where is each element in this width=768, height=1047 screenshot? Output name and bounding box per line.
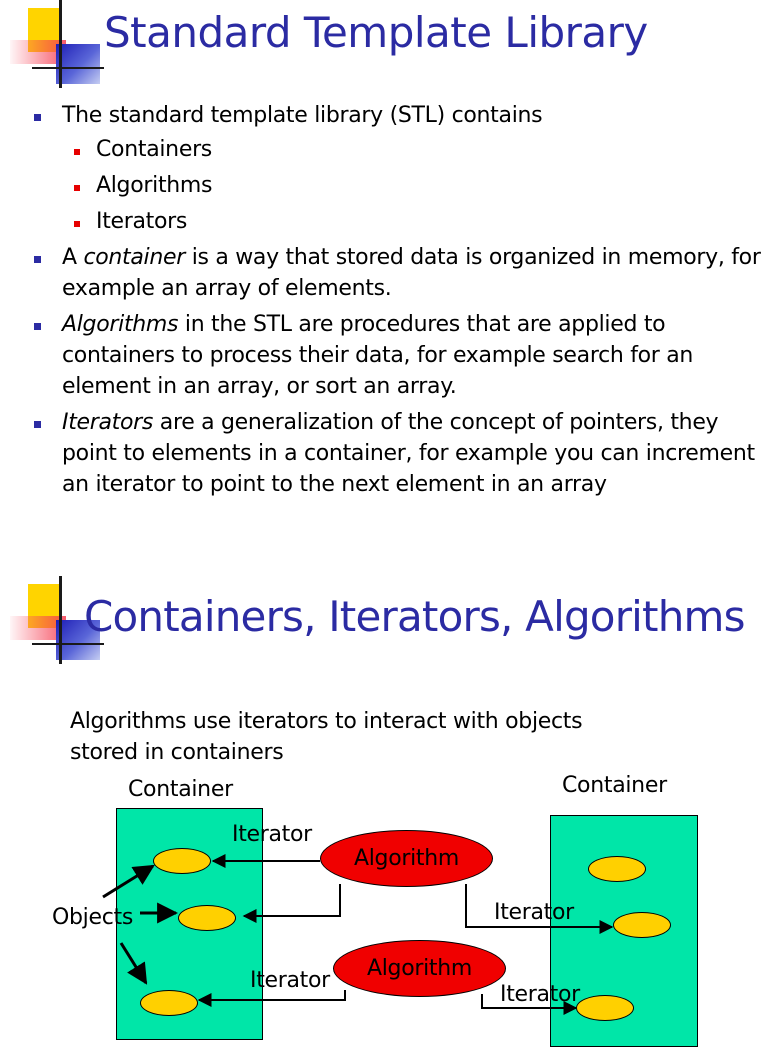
bullet-term: container	[83, 245, 185, 270]
algorithm-ellipse-1: Algorithm	[320, 830, 493, 887]
bullet-text: in the STL are procedures that are applied to containers to process their data, for example search for an element in an array, or sort an array.	[62, 312, 694, 399]
iterator-label-4: Iterator	[500, 982, 580, 1007]
intro-line-2: stored in containers	[70, 740, 284, 765]
bullet-text: are a generalization of the concept of pointers, they point to elements in a container, for example you can increment an iterator to point to the next element in an array	[62, 410, 755, 497]
objects-label: Objects	[52, 905, 134, 930]
slide-title: Standard Template Library	[104, 8, 648, 57]
intro-line-1: Algorithms use iterators to interact with objects	[70, 709, 583, 734]
iterator-label-1: Iterator	[232, 822, 312, 847]
bullet-text: is a way that stored data is organized in memory, for example an array of elements.	[62, 245, 761, 301]
algorithm-ellipse-2: Algorithm	[333, 940, 506, 997]
bullet-term: Iterators	[62, 410, 154, 435]
iterator-label-2: Iterator	[494, 900, 574, 925]
sub-list-item: Algorithms	[62, 170, 765, 201]
sub-list-item: Containers	[62, 134, 765, 165]
iterator-label-3: Iterator	[250, 968, 330, 993]
container-right-label: Container	[562, 773, 667, 798]
slide-title: Containers, Iterators, Algorithms	[84, 592, 745, 641]
bullet-prefix: A	[62, 245, 84, 270]
bullet-term: Algorithms	[62, 312, 179, 337]
sub-list-item: Iterators	[62, 206, 765, 237]
container-left-label: Container	[128, 777, 233, 802]
bullet-text: The standard template library (STL) contains	[62, 103, 543, 128]
